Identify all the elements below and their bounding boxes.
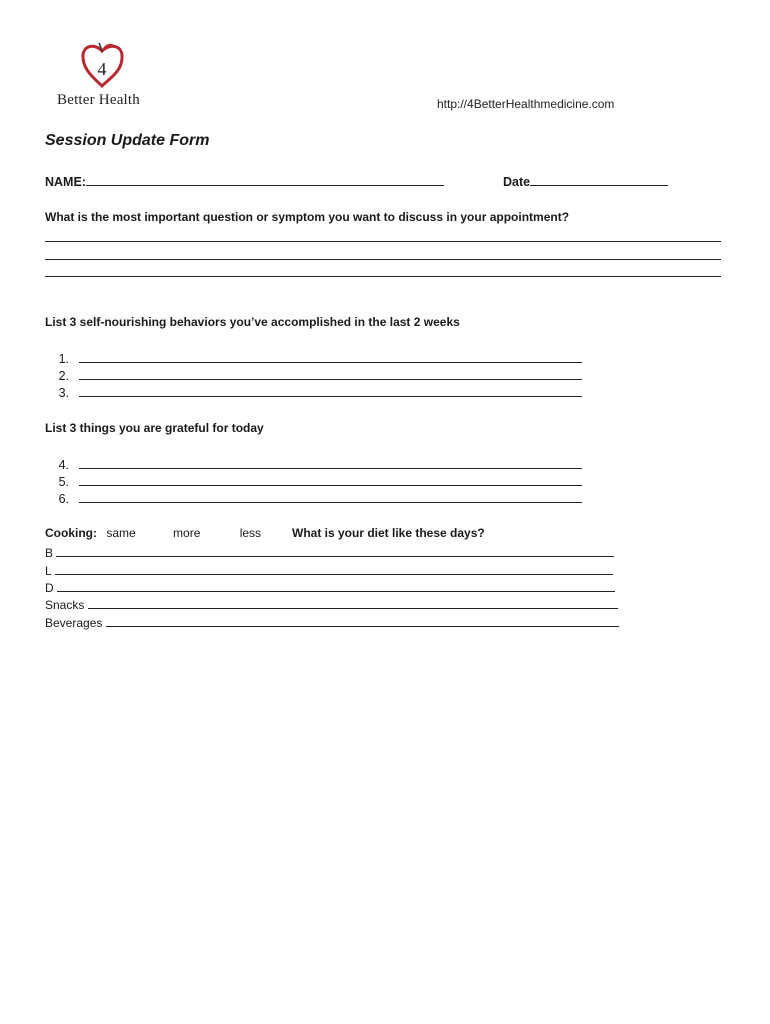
list-number: 4. — [58, 458, 69, 472]
behavior-item-1 — [45, 351, 582, 366]
cooking-label: Cooking: — [45, 526, 97, 540]
grateful-field-5[interactable] — [79, 474, 582, 486]
behavior-field-1[interactable] — [79, 351, 582, 363]
date-row — [503, 174, 668, 189]
list-number: 3. — [58, 386, 69, 400]
grateful-item-5 — [45, 474, 582, 489]
diet-line-label: Beverages — [45, 616, 103, 630]
question-answer-line-1[interactable] — [45, 241, 721, 242]
list-number: 2. — [58, 369, 69, 383]
name-field[interactable] — [86, 174, 444, 186]
question-answer-line-2[interactable] — [45, 259, 721, 260]
grateful-field-4[interactable] — [79, 457, 582, 469]
name-label: NAME: — [45, 175, 86, 189]
question-label: What is the most important question or symptom you want to discuss in your appointment? — [45, 210, 570, 224]
diet-line-label: L — [45, 564, 52, 578]
behavior-field-3[interactable] — [79, 385, 582, 397]
dinner-field[interactable] — [57, 580, 615, 592]
grateful-field-6[interactable] — [79, 491, 582, 503]
diet-line-label: B — [45, 546, 54, 560]
logo — [52, 42, 162, 112]
grateful-label: List 3 things you are grateful for today — [45, 421, 264, 435]
beverages-field[interactable] — [106, 615, 619, 627]
logo-mark: 4 — [97, 59, 107, 79]
grateful-item-6 — [45, 491, 582, 506]
diet-line-breakfast — [45, 545, 614, 560]
cooking-option-same[interactable]: same — [106, 526, 136, 540]
diet-line-label: D — [45, 581, 54, 595]
diet-line-snacks — [45, 597, 618, 612]
question-answer-line-3[interactable] — [45, 276, 721, 277]
form-title: Session Update Form — [45, 132, 210, 149]
diet-line-dinner — [45, 580, 615, 595]
behavior-item-2 — [45, 368, 582, 383]
apple-heart-icon — [78, 42, 128, 90]
diet-line-label: Snacks — [45, 598, 85, 612]
behavior-item-3 — [45, 385, 582, 400]
behaviors-label: List 3 self-nourishing behaviors you’ve accomplished in the last 2 weeks — [45, 315, 460, 329]
diet-question: What is your diet like these days? — [292, 526, 485, 540]
diet-line-lunch — [45, 563, 613, 578]
cooking-option-less[interactable]: less — [239, 526, 262, 540]
website-url[interactable]: http://4BetterHealthmedicine.com — [437, 97, 615, 111]
date-label: Date — [503, 175, 531, 189]
lunch-field[interactable] — [55, 563, 613, 575]
cooking-row — [45, 526, 261, 540]
list-number: 5. — [58, 475, 69, 489]
breakfast-field[interactable] — [56, 545, 614, 557]
list-number: 1. — [58, 352, 69, 366]
behavior-field-2[interactable] — [79, 368, 582, 380]
grateful-item-4 — [45, 457, 582, 472]
diet-line-beverages — [45, 615, 619, 630]
cooking-option-more[interactable]: more — [173, 526, 201, 540]
snacks-field[interactable] — [88, 597, 618, 609]
brand-name: Better Health — [57, 92, 140, 108]
list-number: 6. — [58, 492, 69, 506]
date-field[interactable] — [530, 174, 668, 186]
name-row — [45, 174, 444, 189]
